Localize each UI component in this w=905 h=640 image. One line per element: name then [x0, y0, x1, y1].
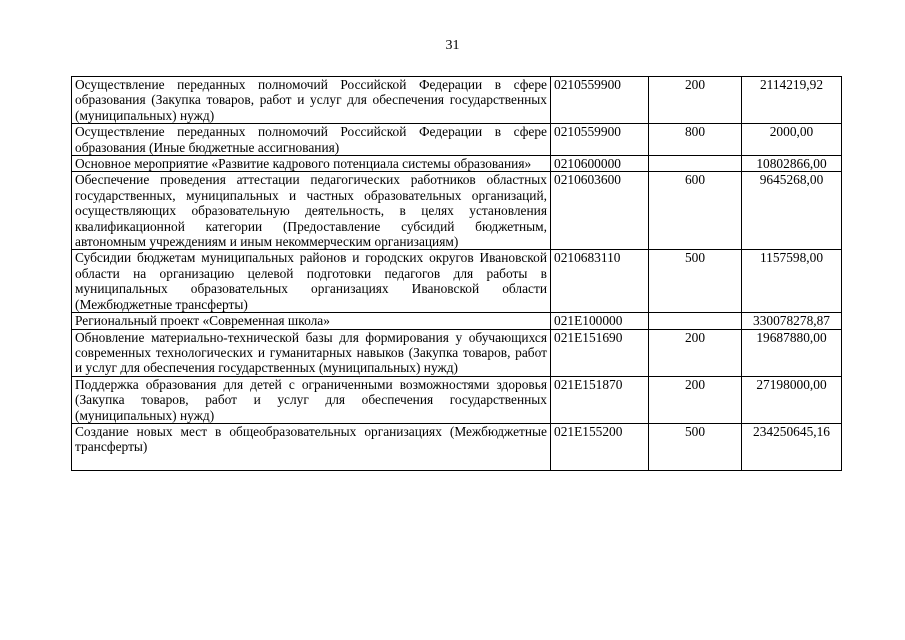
table-row [72, 376, 842, 423]
row-target-code: 021E151690 [551, 329, 649, 376]
table-row [72, 313, 842, 329]
row-expense-type: 500 [649, 250, 742, 313]
table-row [72, 77, 842, 124]
table-row [72, 156, 842, 172]
row-name: Создание новых мест в общеобразовательных организациях (Межбюджетные трансферты) [72, 423, 551, 470]
row-name: Осуществление переданных полномочий Российской Федерации в сфере образования (Закупка товаров, работ и услуг для обеспечения государственных (муниципальных) нужд) [72, 77, 551, 124]
row-expense-type: 200 [649, 376, 742, 423]
page-number: 31 [445, 38, 460, 53]
row-target-code: 021E155200 [551, 423, 649, 470]
row-name: Субсидии бюджетам муниципальных районов и городских округов Ивановской области на организацию целевой подготовки педагогов для работы в муниципальных образовательных организациях Ивановской области (Межбюджетные трансферты) [72, 250, 551, 313]
row-name: Основное мероприятие «Развитие кадрового потенциала системы образования» [72, 156, 551, 172]
row-target-code: 021E100000 [551, 313, 649, 329]
table-row [72, 250, 842, 313]
row-expense-type: 800 [649, 124, 742, 156]
row-target-code: 0210600000 [551, 156, 649, 172]
row-target-code: 021E151870 [551, 376, 649, 423]
row-amount: 10802866,00 [742, 156, 842, 172]
table-row [72, 124, 842, 156]
row-amount: 330078278,87 [742, 313, 842, 329]
row-amount: 2114219,92 [742, 77, 842, 124]
row-amount: 1157598,00 [742, 250, 842, 313]
row-expense-type: 600 [649, 172, 742, 250]
row-name: Обеспечение проведения аттестации педагогических работников областных государственных, муниципальных и частных образовательных организаций, осуществляющих образовательную деятельность, в целях установления квалификационной категории (Предоставление субсидий бюджетным, автономным учреждениям и иным некоммерческим организациям) [72, 172, 551, 250]
row-expense-type [649, 156, 742, 172]
row-amount: 2000,00 [742, 124, 842, 156]
table-row [72, 172, 842, 250]
row-name: Обновление материально-технической базы для формирования у обучающихся современных технологических и гуманитарных навыков (Закупка товаров, работ и услуг для обеспечения государственных (муниципальных) нужд) [72, 329, 551, 376]
row-expense-type: 200 [649, 77, 742, 124]
row-amount: 19687880,00 [742, 329, 842, 376]
row-target-code: 0210559900 [551, 77, 649, 124]
row-name: Поддержка образования для детей с ограниченными возможностями здоровья (Закупка товаров, работ и услуг для обеспечения государственных (муниципальных) нужд) [72, 376, 551, 423]
table-row [72, 423, 842, 470]
row-name: Осуществление переданных полномочий Российской Федерации в сфере образования (Иные бюджетные ассигнования) [72, 124, 551, 156]
row-expense-type: 200 [649, 329, 742, 376]
row-expense-type [649, 313, 742, 329]
row-target-code: 0210603600 [551, 172, 649, 250]
table-row [72, 329, 842, 376]
row-amount: 9645268,00 [742, 172, 842, 250]
row-amount: 27198000,00 [742, 376, 842, 423]
row-amount: 234250645,16 [742, 423, 842, 470]
row-expense-type: 500 [649, 423, 742, 470]
row-target-code: 0210559900 [551, 124, 649, 156]
row-name: Региональный проект «Современная школа» [72, 313, 551, 329]
row-target-code: 0210683110 [551, 250, 649, 313]
budget-table [71, 76, 842, 471]
